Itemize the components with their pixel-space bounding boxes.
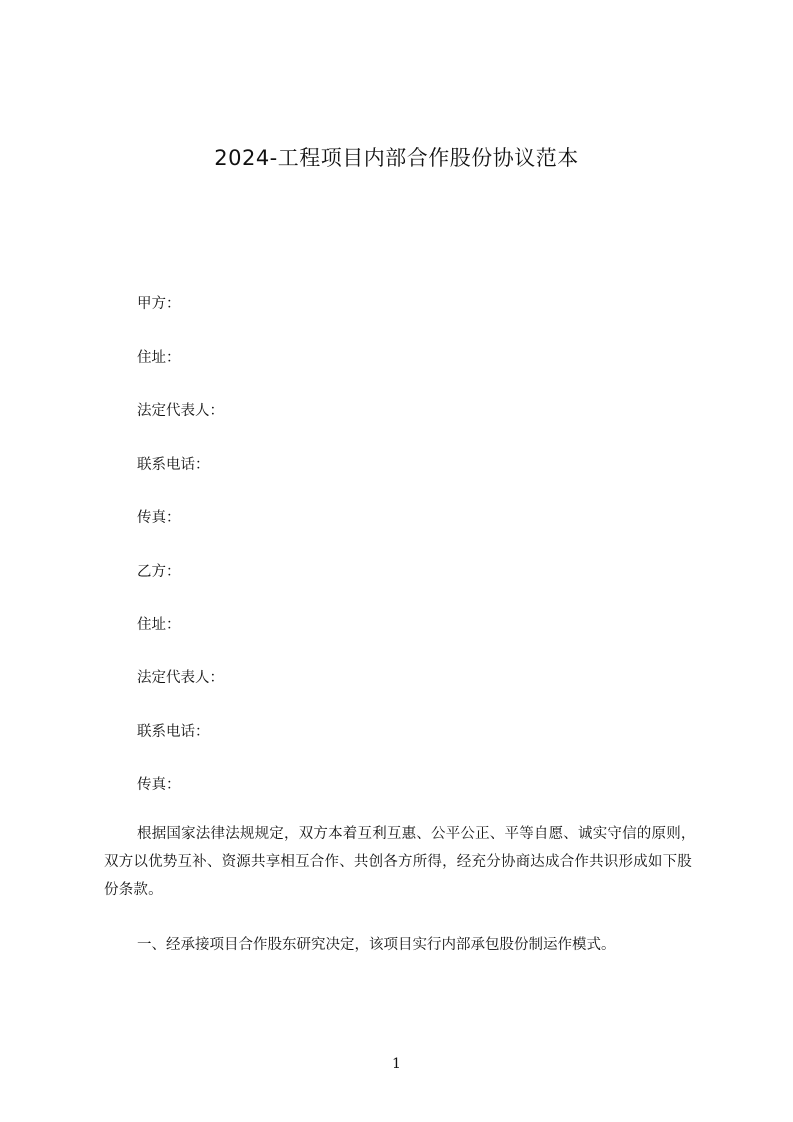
party-a-rep-label: 法定代表人： [137, 403, 224, 419]
party-a-name-label: 甲方： [137, 296, 181, 312]
party-a-phone-label: 联系电话： [137, 457, 210, 473]
party-b-phone-label: 联系电话： [137, 724, 210, 740]
clause-1: 一、经承接项目合作股东研究决定，该项目实行内部承包股份制运作模式。 [137, 937, 616, 953]
party-b-address-label: 住址： [137, 617, 181, 633]
intro-paragraph: 根据国家法律法规规定，双方本着互利互惠、公平公正、平等自愿、诚实守信的原则，双方以优势互补、资源共享相互合作、共创各方所得，经充分协商达成合作共识形成如下股份条款。 [104, 826, 696, 898]
party-a-fax-label: 传真： [137, 510, 181, 526]
page-number: 1 [392, 1056, 401, 1072]
party-b-name-label: 乙方： [137, 564, 181, 580]
party-b-fax-label: 传真： [137, 777, 181, 793]
document-title: 2024-工程项目内部合作股份协议范本 [214, 146, 579, 170]
party-b-rep-label: 法定代表人： [137, 670, 224, 686]
party-a-address-label: 住址： [137, 350, 181, 366]
